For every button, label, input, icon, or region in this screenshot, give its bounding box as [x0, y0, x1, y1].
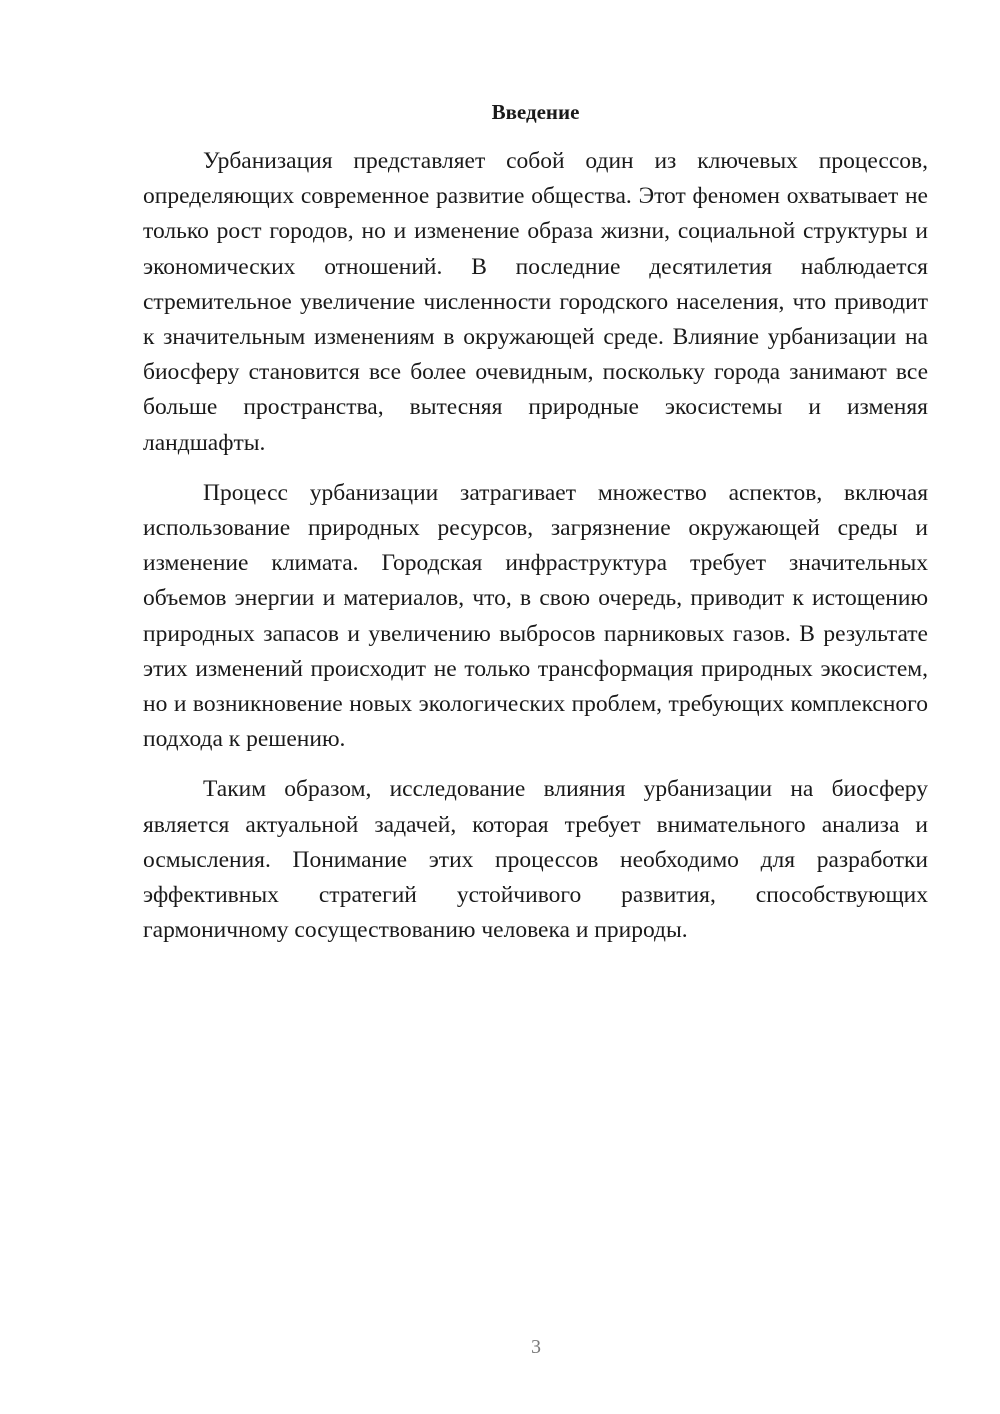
paragraph: Процесс урбанизации затрагивает множество аспектов, включая использование природных ресурсов, загрязнение окружающей среды и изменение климата. Городская инфраструктура требует значительных объемов энергии и материалов, что, в свою очередь, приводит к истощению природных запасов и увеличению выбросов парниковых газов. В результате этих изменений происходит не только трансформация природных экосистем, но и возникновение новых экологических проблем, требующих комплексного подхода к решению.: [143, 479, 928, 753]
paragraph: Таким образом, исследование влияния урбанизации на биосферу является актуальной задачей, которая требует внимательного анализа и осмысления. Понимание этих процессов необходимо для разработки эффективных стратегий устойчивого развития, способствующих гармоничному сосуществованию человека и природы.: [143, 776, 928, 944]
section-heading: Введение: [491, 100, 580, 124]
paragraph: Урбанизация представляет собой один из ключевых процессов, определяющих современное развитие общества. Этот феномен охватывает не только рост городов, но и изменение образа жизни, социальной структуры и экономических отношений. В последние десятилетия наблюдается стремительное увеличение численности городского населения, что приводит к значительным изменениям в окружающей среде. Влияние урбанизации на биосферу становится все более очевидным, поскольку города занимают все больше пространства, вытесняя природные экосистемы и изменяя ландшафты.: [143, 148, 928, 456]
page-number: 3: [531, 1336, 541, 1358]
body-text: [143, 144, 928, 963]
